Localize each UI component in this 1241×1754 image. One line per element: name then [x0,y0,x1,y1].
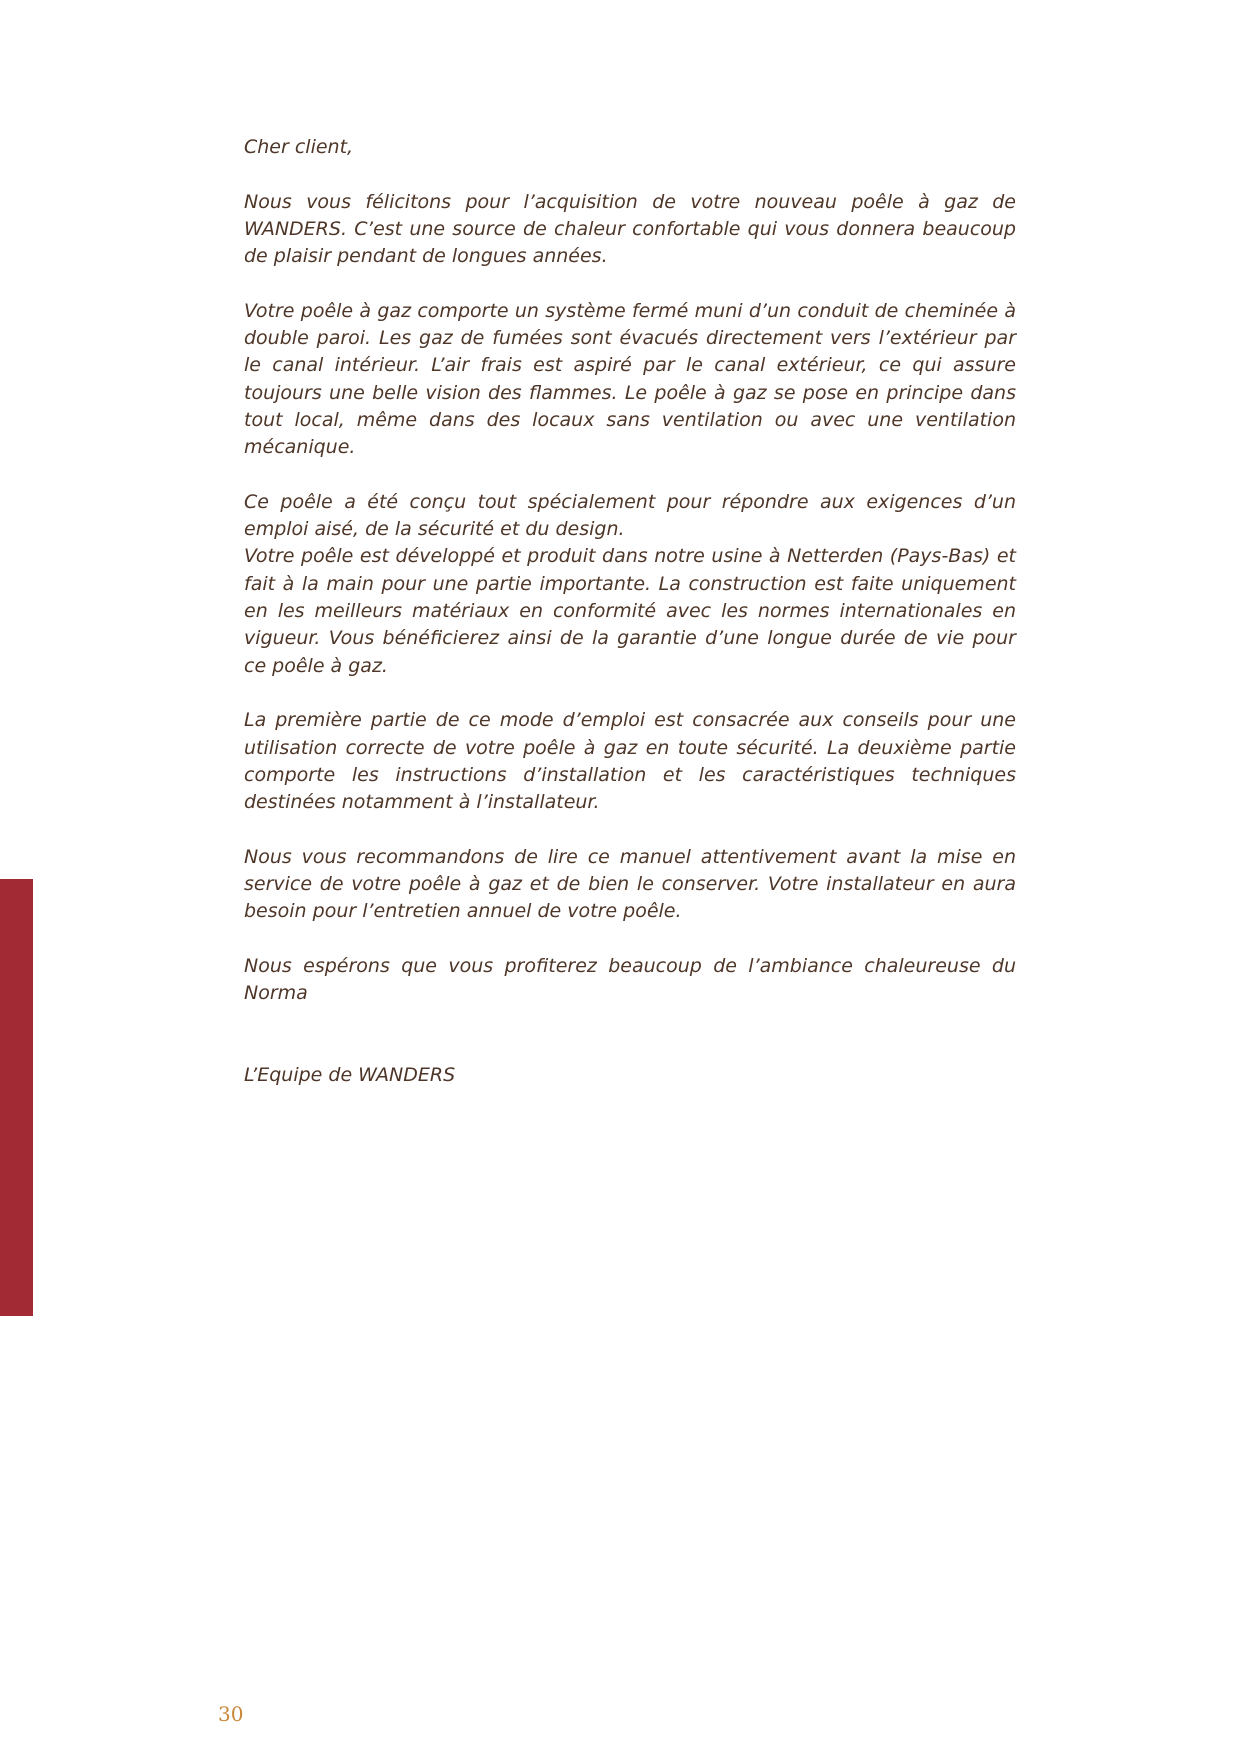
spacer [244,270,1016,297]
side-accent-band [0,879,33,1316]
spacer [244,926,1016,953]
paragraph-recommendation: Nous vous recommandons de lire ce manuel attentivement avant la mise en service de votre poêle à gaz et de bien le conserver. Votre installateur en aura besoin pour l’entretien annuel de votre poêle. [244,845,1016,923]
spacer [244,1008,1016,1063]
paragraph-design: Ce poêle a été conçu tout spécialement pour répondre aux exigences d’un emploi aisé, de la sécurité et du design. [244,490,1016,541]
letter-signature: L’Equipe de WANDERS [244,1064,456,1087]
spacer [244,462,1016,489]
letter-body [244,134,1016,1089]
page-number: 30 [218,1702,244,1726]
spacer [244,680,1016,707]
paragraph-manual-parts: La première partie de ce mode d’emploi est consacrée aux conseils pour une utilisation correcte de votre poêle à gaz en toute sécurité. La deuxième partie comporte les instructions d’installation et les caractéristiques techniques destinées notamment à l’installateur. [244,709,1016,814]
paragraph-closing: Nous espérons que vous profiterez beaucoup de l’ambiance chaleureuse du Norma [244,954,1016,1005]
spacer [244,816,1016,843]
paragraph-congratulations: Nous vous félicitons pour l’acquisition de votre nouveau poêle à gaz de WANDERS. C’est une source de chaleur confortable qui vous donnera beaucoup de plaisir pendant de longues années. [244,190,1016,268]
letter-greeting: Cher client, [244,136,354,158]
spacer [244,161,1016,188]
paragraph-system: Votre poêle à gaz comporte un système fermé muni d’un conduit de cheminée à double paroi. Les gaz de fumées sont évacués directement vers l’extérieur par le canal intérieur. L’air frais est aspiré par le canal extérieur, ce qui assure toujours une belle vision des flammes. Le poêle à gaz se pose en principe dans tout local, même dans des locaux sans ventilation ou avec une ventilation mécanique. [244,299,1016,459]
paragraph-production: Votre poêle est développé et produit dans notre usine à Netterden (Pays-Bas) et fait à la main pour une partie importante. La construction est faite uniquement en les meilleurs matériaux en conformité avec les normes internationales en vigueur. Vous bénéficierez ainsi de la garantie d’une longue durée de vie pour ce poêle à gaz. [244,545,1016,677]
